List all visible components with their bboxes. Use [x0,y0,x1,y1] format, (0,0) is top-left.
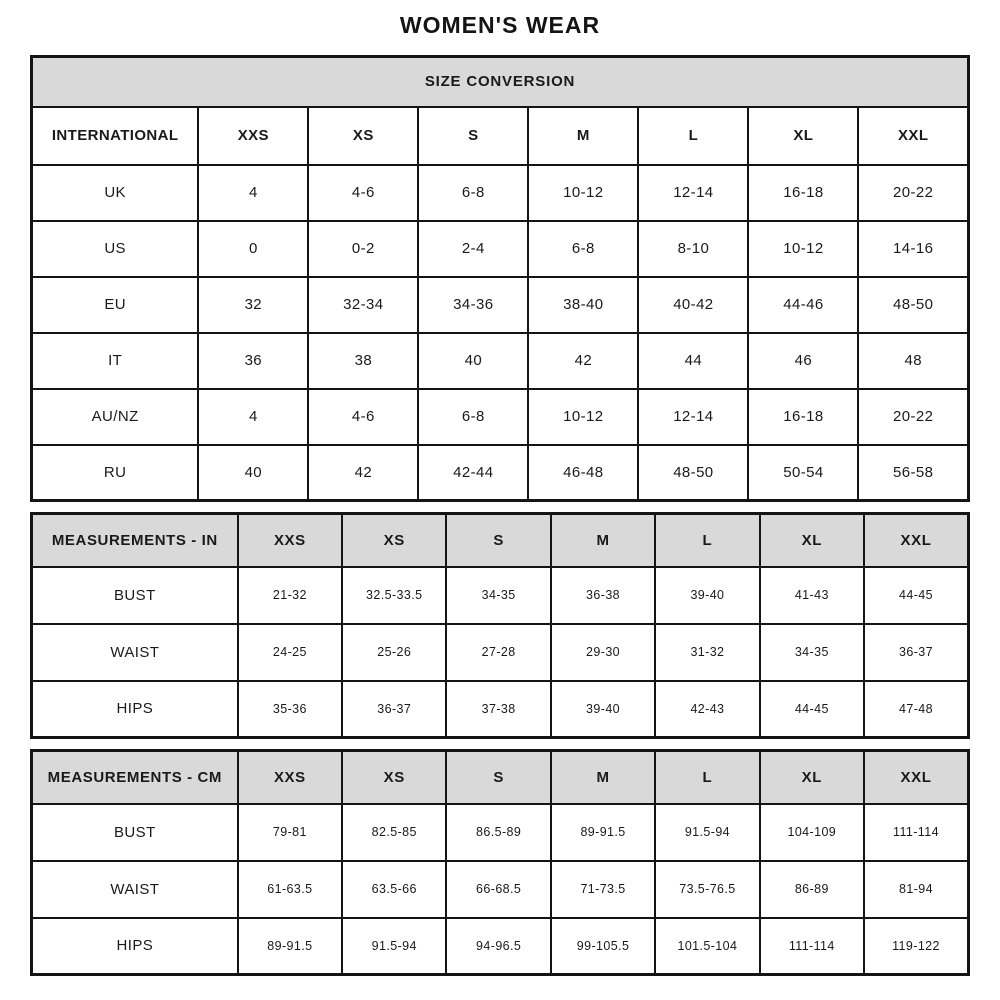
column-header-m: M [528,107,638,165]
measurements-cm-table [30,749,970,976]
value-cell: 6-8 [418,165,528,221]
table-row-it [32,333,969,389]
value-cell: 10-12 [748,221,858,277]
value-cell: 56-58 [858,445,968,501]
value-cell: 91.5-94 [342,918,446,975]
page-title: WOMEN'S WEAR [399,12,601,38]
size-conversion-table [30,55,970,502]
value-cell: 14-16 [858,221,968,277]
table-row-bust [32,804,969,861]
column-header-m: M [551,514,655,567]
column-header-l: L [655,514,759,567]
size-conversion-header-row [32,107,969,165]
column-header-xxl: XXL [864,514,968,567]
value-cell: 111-114 [760,918,864,975]
row-label-ru: RU [32,445,199,501]
column-header-xl: XL [760,751,864,804]
value-cell: 89-91.5 [551,804,655,861]
value-cell: 36-37 [342,681,446,738]
value-cell: 27-28 [446,624,550,681]
column-header-m: M [551,751,655,804]
table-row-hips [32,918,969,975]
value-cell: 91.5-94 [655,804,759,861]
value-cell: 34-36 [418,277,528,333]
column-header-xxs: XXS [198,107,308,165]
size-conversion-banner: SIZE CONVERSION [32,57,969,107]
table-row-hips [32,681,969,738]
column-header-l: L [655,751,759,804]
value-cell: 71-73.5 [551,861,655,918]
row-label-au-nz: AU/NZ [32,389,199,445]
value-cell: 111-114 [864,804,968,861]
value-cell: 4-6 [308,389,418,445]
value-cell: 36-37 [864,624,968,681]
value-cell: 119-122 [864,918,968,975]
value-cell: 6-8 [528,221,638,277]
column-header-xs: XS [342,514,446,567]
value-cell: 44-46 [748,277,858,333]
value-cell: 104-109 [760,804,864,861]
value-cell: 44-45 [864,567,968,624]
table-row-waist [32,624,969,681]
table-row-waist [32,861,969,918]
column-header-measurements-cm: MEASUREMENTS - CM [32,751,238,804]
value-cell: 50-54 [748,445,858,501]
value-cell: 34-35 [760,624,864,681]
value-cell: 29-30 [551,624,655,681]
value-cell: 81-94 [864,861,968,918]
column-header-xs: XS [308,107,418,165]
value-cell: 31-32 [655,624,759,681]
value-cell: 82.5-85 [342,804,446,861]
row-label-bust: BUST [32,804,238,861]
value-cell: 39-40 [655,567,759,624]
row-label-bust: BUST [32,567,238,624]
row-label-hips: HIPS [32,918,238,975]
value-cell: 32-34 [308,277,418,333]
value-cell: 10-12 [528,389,638,445]
value-cell: 41-43 [760,567,864,624]
value-cell: 35-36 [238,681,342,738]
value-cell: 4 [198,389,308,445]
value-cell: 16-18 [748,389,858,445]
value-cell: 8-10 [638,221,748,277]
column-header-international: INTERNATIONAL [32,107,199,165]
value-cell: 40-42 [638,277,748,333]
row-label-it: IT [32,333,199,389]
value-cell: 66-68.5 [446,861,550,918]
column-header-xs: XS [342,751,446,804]
value-cell: 38 [308,333,418,389]
value-cell: 37-38 [446,681,550,738]
measurements-in-table [30,512,970,739]
value-cell: 0 [198,221,308,277]
table-row-bust [32,567,969,624]
column-header-xl: XL [760,514,864,567]
value-cell: 20-22 [858,389,968,445]
measurements-cm-header-row [32,751,969,804]
table-row-ru [32,445,969,501]
value-cell: 38-40 [528,277,638,333]
value-cell: 36-38 [551,567,655,624]
value-cell: 86.5-89 [446,804,550,861]
value-cell: 16-18 [748,165,858,221]
value-cell: 2-4 [418,221,528,277]
value-cell: 40 [418,333,528,389]
value-cell: 36 [198,333,308,389]
column-header-measurements-in: MEASUREMENTS - IN [32,514,238,567]
value-cell: 4 [198,165,308,221]
column-header-xxl: XXL [858,107,968,165]
size-conversion-banner-row [32,57,969,107]
value-cell: 63.5-66 [342,861,446,918]
value-cell: 73.5-76.5 [655,861,759,918]
measurements-in-header-row [32,514,969,567]
column-header-xxl: XXL [864,751,968,804]
value-cell: 44-45 [760,681,864,738]
value-cell: 99-105.5 [551,918,655,975]
table-row-eu [32,277,969,333]
value-cell: 42-44 [418,445,528,501]
value-cell: 79-81 [238,804,342,861]
column-header-l: L [638,107,748,165]
column-header-s: S [446,751,550,804]
row-label-waist: WAIST [32,624,238,681]
table-row-au-nz [32,389,969,445]
value-cell: 94-96.5 [446,918,550,975]
row-label-eu: EU [32,277,199,333]
value-cell: 101.5-104 [655,918,759,975]
table-row-uk [32,165,969,221]
row-label-hips: HIPS [32,681,238,738]
value-cell: 4-6 [308,165,418,221]
row-label-uk: UK [32,165,199,221]
column-header-xxs: XXS [238,514,342,567]
column-header-xxs: XXS [238,751,342,804]
value-cell: 46 [748,333,858,389]
value-cell: 61-63.5 [238,861,342,918]
column-header-s: S [418,107,528,165]
value-cell: 24-25 [238,624,342,681]
value-cell: 10-12 [528,165,638,221]
value-cell: 32.5-33.5 [342,567,446,624]
value-cell: 48-50 [638,445,748,501]
value-cell: 0-2 [308,221,418,277]
row-label-us: US [32,221,199,277]
value-cell: 12-14 [638,389,748,445]
column-header-xl: XL [748,107,858,165]
column-header-s: S [446,514,550,567]
value-cell: 44 [638,333,748,389]
value-cell: 86-89 [760,861,864,918]
value-cell: 48-50 [858,277,968,333]
value-cell: 42 [308,445,418,501]
value-cell: 32 [198,277,308,333]
value-cell: 34-35 [446,567,550,624]
value-cell: 25-26 [342,624,446,681]
value-cell: 40 [198,445,308,501]
value-cell: 21-32 [238,567,342,624]
value-cell: 89-91.5 [238,918,342,975]
row-label-waist: WAIST [32,861,238,918]
value-cell: 47-48 [864,681,968,738]
value-cell: 46-48 [528,445,638,501]
value-cell: 48 [858,333,968,389]
value-cell: 39-40 [551,681,655,738]
value-cell: 20-22 [858,165,968,221]
value-cell: 42 [528,333,638,389]
value-cell: 12-14 [638,165,748,221]
table-row-us [32,221,969,277]
value-cell: 6-8 [418,389,528,445]
value-cell: 42-43 [655,681,759,738]
